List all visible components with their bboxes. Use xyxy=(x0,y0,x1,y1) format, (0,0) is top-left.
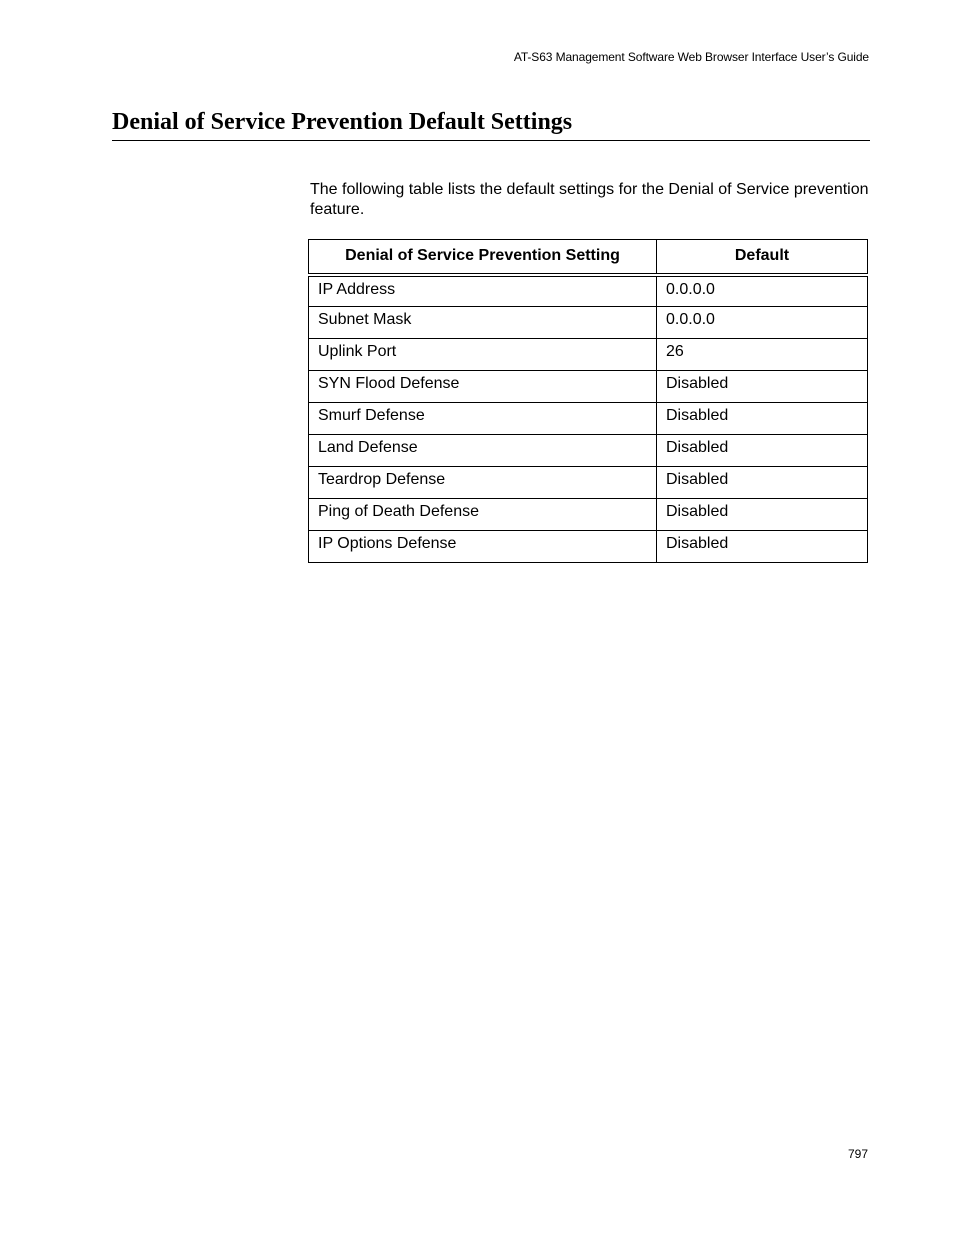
default-cell: Disabled xyxy=(657,499,868,531)
table-row xyxy=(309,403,868,435)
defaults-table xyxy=(308,239,868,563)
page-number: 797 xyxy=(847,1147,868,1161)
running-header: AT-S63 Management Software Web Browser Interface User’s Guide xyxy=(513,50,869,64)
setting-cell: IP Options Defense xyxy=(309,531,657,563)
default-cell: 0.0.0.0 xyxy=(657,275,868,307)
default-cell: 0.0.0.0 xyxy=(657,307,868,339)
table-row xyxy=(309,531,868,563)
default-cell: Disabled xyxy=(657,531,868,563)
table-header-row xyxy=(309,240,868,275)
default-cell: Disabled xyxy=(657,371,868,403)
section-title: Denial of Service Prevention Default Settings xyxy=(112,107,870,141)
column-header-default: Default xyxy=(657,240,868,275)
setting-cell: Uplink Port xyxy=(309,339,657,371)
setting-cell: Teardrop Defense xyxy=(309,467,657,499)
setting-cell: IP Address xyxy=(309,275,657,307)
default-cell: Disabled xyxy=(657,467,868,499)
table-row xyxy=(309,307,868,339)
table-row xyxy=(309,435,868,467)
column-header-setting: Denial of Service Prevention Setting xyxy=(309,240,657,275)
setting-cell: SYN Flood Defense xyxy=(309,371,657,403)
default-cell: Disabled xyxy=(657,403,868,435)
setting-cell: Subnet Mask xyxy=(309,307,657,339)
setting-cell: Land Defense xyxy=(309,435,657,467)
default-cell: 26 xyxy=(657,339,868,371)
table-row xyxy=(309,275,868,307)
setting-cell: Ping of Death Defense xyxy=(309,499,657,531)
setting-cell: Smurf Defense xyxy=(309,403,657,435)
table-row xyxy=(309,371,868,403)
table-row xyxy=(309,339,868,371)
default-cell: Disabled xyxy=(657,435,868,467)
table-row xyxy=(309,499,868,531)
table-row xyxy=(309,467,868,499)
intro-paragraph: The following table lists the default settings for the Denial of Service prevention feature. xyxy=(310,181,869,218)
